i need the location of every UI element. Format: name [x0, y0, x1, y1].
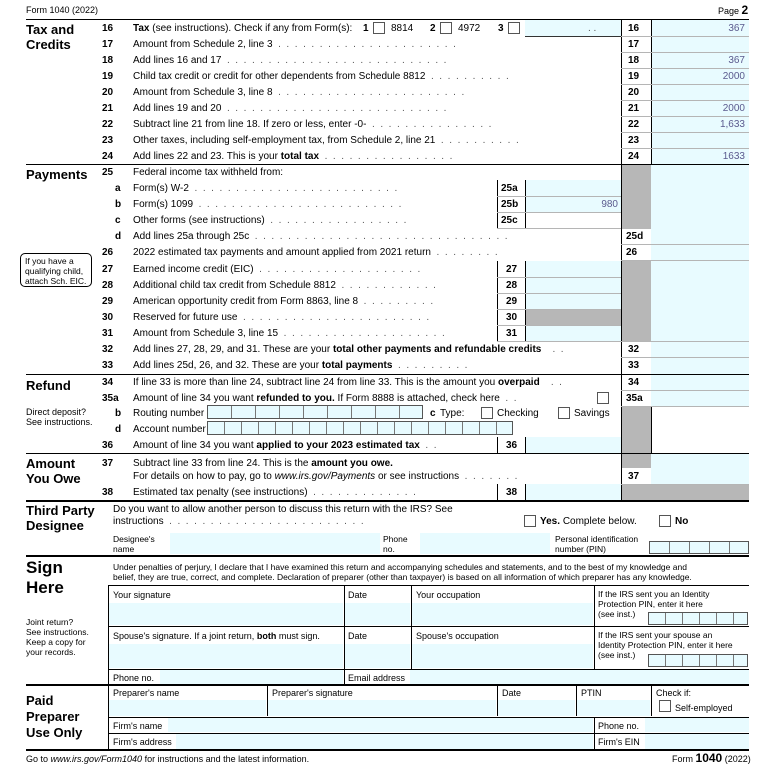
spouse-signature-input[interactable] — [109, 644, 343, 668]
firm-address-input[interactable] — [176, 734, 593, 749]
form-4972-label: 4972 — [458, 23, 481, 34]
self-employed-label: Self-employed — [675, 703, 733, 713]
third-party-question: Do you want to allow another person to discuss this return with the IRS? See — [113, 504, 453, 515]
designee-pin-label: Personal identification number (PIN) — [555, 534, 639, 554]
account-type-letter: c — [430, 408, 436, 419]
preparer-signature-label: Preparer's signature — [272, 688, 353, 698]
line-24-num: 24 — [102, 151, 114, 162]
designee-yes-checkbox[interactable] — [524, 515, 536, 527]
section-sign-here: Sign Here — [26, 558, 64, 597]
line-35b-letter: b — [115, 408, 122, 419]
joint-return-note: Joint return? See instructions. Keep a copy for your records. — [26, 617, 89, 657]
line-16-box-num: 16 — [628, 23, 640, 34]
line-21-num: 21 — [102, 103, 114, 114]
designee-name-input[interactable] — [170, 533, 380, 554]
line-38-box-num: 38 — [506, 487, 518, 498]
third-party-question-2: instructions . . . . . . . . . . . . . . . . . . . . . . . . — [113, 516, 364, 527]
line-32-num: 32 — [102, 344, 114, 355]
line-21-value[interactable]: 2000 — [722, 103, 745, 114]
designee-pin-input[interactable] — [649, 541, 749, 554]
line-23-label: Other taxes, including self-employment tax, from Schedule 2, line 21 . . . . . . . . . . — [133, 135, 519, 146]
your-signature-label: Your signature — [113, 590, 171, 600]
self-employed-checkbox[interactable] — [659, 700, 671, 712]
line-25a-letter: a — [115, 183, 121, 194]
line-17-num: 17 — [102, 39, 114, 50]
line-25d-label: Add lines 25a through 25c . . . . . . . . . . . . . . . . . . . . . . . . . . . . . . . — [133, 231, 508, 242]
form-8814-checkbox[interactable] — [373, 22, 385, 34]
firm-ein-input[interactable] — [645, 734, 749, 749]
account-number-label: Account number — [133, 424, 206, 435]
line-24-label: Add lines 22 and 23. This is your total tax . . . . . . . . . . . . . . . . — [133, 151, 453, 162]
your-date-input[interactable] — [345, 603, 410, 625]
ip-pin-input[interactable] — [648, 612, 748, 625]
direct-deposit-note: Direct deposit? See instructions. — [26, 407, 93, 427]
line-37-box-num: 37 — [628, 471, 640, 482]
line-27-label: Earned income credit (EIC) . . . . . . . . . . . . . . . . . . . . — [133, 264, 421, 275]
firm-phone-label: Phone no. — [598, 721, 640, 731]
perjury-declaration-1: Under penalties of perjury, I declare that I have examined this return and accompanying schedules and statements, and to the best of my knowledge and — [113, 562, 687, 572]
line-25c-label: Other forms (see instructions) . . . . . . . . . . . . . . . . . — [133, 215, 407, 226]
line-27-box-num: 27 — [506, 264, 518, 275]
line-21-label: Add lines 19 and 20 . . . . . . . . . . . . . . . . . . . . . . . . . . . — [133, 103, 447, 114]
form-4972-checkbox[interactable] — [440, 22, 452, 34]
line-25b-value[interactable]: 980 — [601, 199, 618, 210]
line-25-label: Federal income tax withheld from: — [133, 167, 284, 178]
phone-label: Phone no. — [113, 673, 155, 683]
line-37-details: For details on how to pay, go to www.irs.gov/Payments or see instructions . . . . . . . — [133, 471, 518, 482]
designee-no-label: No — [675, 516, 689, 527]
line-36-num: 36 — [102, 440, 114, 451]
line-25c-letter: c — [115, 215, 121, 226]
spouse-occupation-label: Spouse's occupation — [416, 631, 499, 641]
account-type-label: Type: — [440, 408, 465, 419]
footer-instructions: Go to www.irs.gov/Form1040 for instructions and the latest information. — [26, 754, 310, 764]
section-refund: Refund — [26, 378, 71, 393]
email-label: Email address — [348, 673, 406, 683]
line-22-num: 22 — [102, 119, 114, 130]
line-25b-label: Form(s) 1099 . . . . . . . . . . . . . . . . . . . . . . . . . — [133, 199, 402, 210]
line-16-num: 16 — [102, 23, 114, 34]
line-25a-label: Form(s) W-2 . . . . . . . . . . . . . . . . . . . . . . . . . — [133, 183, 398, 194]
phone-input[interactable] — [160, 670, 343, 684]
line-18-value[interactable]: 367 — [728, 55, 745, 66]
savings-checkbox[interactable] — [558, 407, 570, 419]
form-8888-checkbox[interactable] — [597, 392, 609, 404]
l16-check-3-num: 3 — [498, 23, 504, 34]
preparer-date-input[interactable] — [498, 700, 575, 716]
preparer-name-input[interactable] — [109, 700, 266, 716]
section-payments: Payments — [26, 167, 88, 182]
line-31-label: Amount from Schedule 3, line 15 . . . . . . . . . . . . . . . . . . . . — [133, 328, 445, 339]
l16-check-2-num: 2 — [430, 23, 436, 34]
line-34-label: If line 33 is more than line 24, subtract line 24 from line 33. This is the amount you overpaid . . — [133, 377, 562, 388]
line-25b-box-num: 25b — [501, 199, 519, 210]
line-36-box-num: 36 — [506, 440, 518, 451]
firm-ein-label: Firm's EIN — [598, 737, 640, 747]
designee-phone-input[interactable] — [420, 533, 550, 554]
line-38-num: 38 — [102, 487, 114, 498]
line-29-box-num: 29 — [506, 296, 518, 307]
line-28-box-num: 28 — [506, 280, 518, 291]
line-25a-box-num: 25a — [501, 183, 518, 194]
line-19-value[interactable]: 2000 — [722, 71, 745, 82]
line-33-num: 33 — [102, 360, 114, 371]
firm-address-label: Firm's address — [113, 737, 172, 747]
line-26-label: 2022 estimated tax payments and amount applied from 2021 return . . . . . . . . — [133, 247, 498, 258]
ptin-label: PTIN — [581, 688, 602, 698]
section-paid-preparer: Paid Preparer Use Only — [26, 693, 83, 740]
line-37-num: 37 — [102, 458, 114, 469]
line-32-box-num: 32 — [628, 344, 640, 355]
line-19-label: Child tax credit or credit for other dependents from Schedule 8812 . . . . . . . . . . — [133, 71, 509, 82]
preparer-date-label: Date — [502, 688, 522, 698]
ip-pin-label: If the IRS sent you an Identity Protection PIN, enter it here (see inst.) — [598, 589, 710, 619]
perjury-declaration-2: belief, they are true, correct, and complete. Declaration of preparer (other than taxpayer) is based on all information of which preparer has any knowledge. — [113, 572, 692, 582]
section-amount-you-owe: Amount You Owe — [26, 456, 81, 486]
line-22-label: Subtract line 21 from line 18. If zero or less, enter -0- . . . . . . . . . . . . . . . — [133, 119, 492, 130]
line-25c-box-num: 25c — [501, 215, 518, 226]
designee-no-checkbox[interactable] — [659, 515, 671, 527]
l16-check-1-num: 1 — [363, 23, 369, 34]
preparer-signature-input[interactable] — [268, 700, 496, 716]
line-25d-box-num: 25d — [626, 231, 644, 242]
line-24-value[interactable]: 1633 — [722, 151, 745, 162]
form-3-checkbox[interactable] — [508, 22, 520, 34]
line-27-num: 27 — [102, 264, 114, 275]
routing-number-input[interactable] — [207, 405, 423, 419]
line-21-box-num: 21 — [628, 103, 640, 114]
page-label: Page 2 — [718, 3, 749, 17]
designee-yes-label: Yes. Complete below. — [540, 516, 637, 527]
line-18-num: 18 — [102, 55, 114, 66]
firm-name-label: Firm's name — [113, 721, 163, 731]
line-20-label: Amount from Schedule 3, line 8 . . . . . . . . . . . . . . . . . . . . . . . — [133, 87, 465, 98]
designee-name-label: Designee's name — [113, 534, 155, 554]
line-18-label: Add lines 16 and 17 . . . . . . . . . . . . . . . . . . . . . . . . . . . — [133, 55, 447, 66]
line-25-num: 25 — [102, 167, 114, 178]
line-38-label: Estimated tax penalty (see instructions) . . . . . . . . . . . . . — [133, 487, 416, 498]
section-third-party: Third Party Designee — [26, 503, 95, 533]
line-25b-letter: b — [115, 199, 122, 210]
line-16-label: Tax (see instructions). Check if any from Form(s): — [133, 23, 353, 34]
line-30-num: 30 — [102, 312, 114, 323]
line-33-box-num: 33 — [628, 360, 640, 371]
form-id: Form 1040 (2022) — [26, 5, 99, 15]
routing-number-label: Routing number — [133, 408, 205, 419]
account-number-input[interactable] — [207, 421, 513, 435]
your-date-label: Date — [348, 590, 368, 600]
your-occupation-label: Your occupation — [416, 590, 481, 600]
spouse-ip-pin-label: If the IRS sent your spouse an Identity Protection PIN, enter it here (see inst.) — [598, 630, 733, 660]
line-17-label: Amount from Schedule 2, line 3 . . . . . . . . . . . . . . . . . . . . . . — [133, 39, 456, 50]
line-23-num: 23 — [102, 135, 114, 146]
line-17-box-num: 17 — [628, 39, 640, 50]
line-18-box-num: 18 — [628, 55, 640, 66]
line-30-box-num: 30 — [506, 312, 518, 323]
preparer-name-label: Preparer's name — [113, 688, 180, 698]
line-20-box-num: 20 — [628, 87, 640, 98]
footer-form-id: Form 1040 (2022) — [672, 751, 751, 765]
eic-side-note: If you have a qualifying child, attach Sch. EIC. — [20, 253, 92, 287]
firm-name-input[interactable] — [168, 718, 593, 732]
line-35a-num: 35a — [102, 393, 119, 404]
form-8814-label: 8814 — [391, 23, 414, 34]
spouse-date-input[interactable] — [345, 644, 410, 668]
your-signature-input[interactable] — [109, 603, 343, 625]
line-35a-box-num: 35a — [626, 393, 643, 404]
line-22-box-num: 22 — [628, 119, 640, 130]
line-30-label: Reserved for future use . . . . . . . . . . . . . . . . . . . . . . . — [133, 312, 430, 323]
line-37-label: Subtract line 33 from line 24. This is the amount you owe. — [133, 458, 393, 469]
section-tax-credits: Tax and Credits — [26, 22, 75, 52]
line-28-num: 28 — [102, 280, 114, 291]
line-23-box-num: 23 — [628, 135, 640, 146]
line-19-box-num: 19 — [628, 71, 640, 82]
line-29-label: American opportunity credit from Form 8863, line 8 . . . . . . . . . — [133, 296, 434, 307]
line-32-label: Add lines 27, 28, 29, and 31. These are your total other payments and refundable credits . . — [133, 344, 564, 355]
line-31-box-num: 31 — [506, 328, 518, 339]
your-occupation-input[interactable] — [412, 603, 593, 625]
designee-phone-label: Phone no. — [383, 534, 408, 554]
line-35d-letter: d — [115, 424, 122, 435]
line-34-box-num: 34 — [628, 377, 640, 388]
line-29-num: 29 — [102, 296, 114, 307]
check-if-label: Check if: — [656, 688, 692, 698]
spouse-occupation-input[interactable] — [412, 644, 593, 668]
spouse-date-label: Date — [348, 631, 368, 641]
line-19-num: 19 — [102, 71, 114, 82]
line-22-value[interactable]: 1,633 — [719, 119, 745, 130]
line-24-box-num: 24 — [628, 151, 640, 162]
checking-checkbox[interactable] — [481, 407, 493, 419]
line-25d-letter: d — [115, 231, 122, 242]
firm-phone-input[interactable] — [645, 718, 749, 732]
line-28-label: Additional child tax credit from Schedule 8812 . . . . . . . . . . . . — [133, 280, 436, 291]
line-16-value[interactable]: 367 — [728, 23, 745, 34]
savings-label: Savings — [574, 408, 610, 419]
spouse-signature-label: Spouse's signature. If a joint return, both must sign. — [113, 631, 320, 641]
line-35a-label: Amount of line 34 you want refunded to you. If Form 8888 is attached, check here . . — [133, 393, 517, 404]
ptin-input[interactable] — [577, 700, 650, 716]
spouse-ip-pin-input[interactable] — [648, 654, 748, 667]
line-36-label: Amount of line 34 you want applied to your 2023 estimated tax . . — [133, 440, 437, 451]
line-20-num: 20 — [102, 87, 114, 98]
line-26-num: 26 — [102, 247, 114, 258]
checking-label: Checking — [497, 408, 539, 419]
line-33-label: Add lines 25d, 26, and 32. These are your total payments . . . . . . . . . — [133, 360, 468, 371]
line-31-num: 31 — [102, 328, 114, 339]
email-input[interactable] — [410, 670, 749, 684]
line-34-num: 34 — [102, 377, 114, 388]
line-26-box-num: 26 — [626, 247, 638, 258]
